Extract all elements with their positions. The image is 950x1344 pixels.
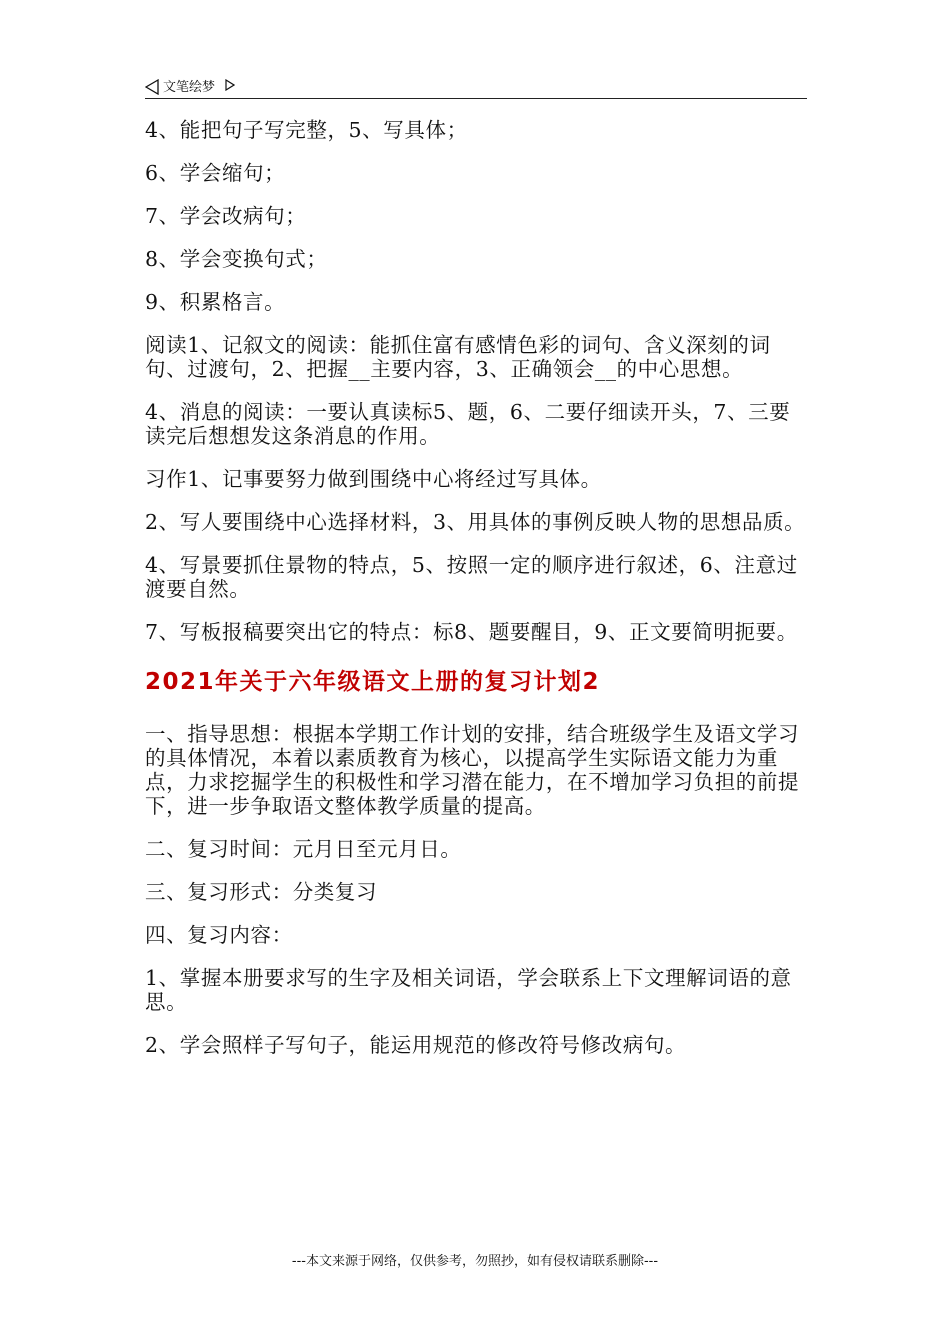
triangle-right-icon — [225, 79, 239, 93]
paragraph: 6、学会缩句； — [145, 161, 286, 185]
paragraph: 二、复习时间：元月日至元月日。 — [145, 837, 462, 861]
paragraph: 阅读1、记叙文的阅读：能抓住富有感情色彩的词句、含义深刻的词句、过渡句，2、把握__主要内容，3、正确领会__的中心思想。 — [145, 333, 771, 381]
paragraph: 一、指导思想：根据本学期工作计划的安排，结合班级学生及语文学习的具体情况，本着以素质教育为核心，以提高学生实际语文能力为重点，力求挖掘学生的积极性和学习潜在能力，在不增加学习负担的前提下，进一步争取语文整体教学质量的提高。 — [145, 722, 800, 818]
page-header — [145, 72, 807, 99]
triangle-left-icon — [145, 79, 159, 93]
paragraph: 7、学会改病句； — [145, 204, 307, 228]
paragraph: 9、积累格言。 — [145, 290, 286, 314]
paragraph: 7、写板报稿要突出它的特点：标8、题要醒目，9、正文要简明扼要。 — [145, 620, 798, 644]
header-title: 文笔绘梦 — [163, 80, 216, 95]
section-heading: 2021年关于六年级语文上册的复习计划2 — [145, 669, 601, 695]
paragraph: 2、学会照样子写句子，能运用规范的修改符号修改病句。 — [145, 1033, 687, 1057]
paragraph: 2、写人要围绕中心选择材料，3、用具体的事例反映人物的思想品质。 — [145, 510, 806, 534]
paragraph: 三、复习形式：分类复习 — [145, 880, 378, 904]
paragraph: 4、消息的阅读：一要认真读标5、题，6、二要仔细读开头，7、三要读完后想想发这条消息的作用。 — [145, 400, 791, 448]
paragraph: 4、写景要抓住景物的特点，5、按照一定的顺序进行叙述，6、注意过渡要自然。 — [145, 553, 798, 601]
paragraph: 4、能把句子写完整，5、写具体； — [145, 118, 468, 142]
page-footer: ---本文来源于网络，仅供参考，勿照抄，如有侵权请联系删除--- — [291, 1254, 659, 1269]
paragraph: 习作1、记事要努力做到围绕中心将经过写具体。 — [145, 467, 602, 491]
paragraph: 四、复习内容： — [145, 923, 293, 947]
header-brand — [145, 76, 239, 95]
document-body — [145, 118, 810, 1076]
paragraph: 8、学会变换句式； — [145, 247, 328, 271]
paragraph: 1、掌握本册要求写的生字及相关词语，学会联系上下文理解词语的意思。 — [145, 966, 792, 1014]
